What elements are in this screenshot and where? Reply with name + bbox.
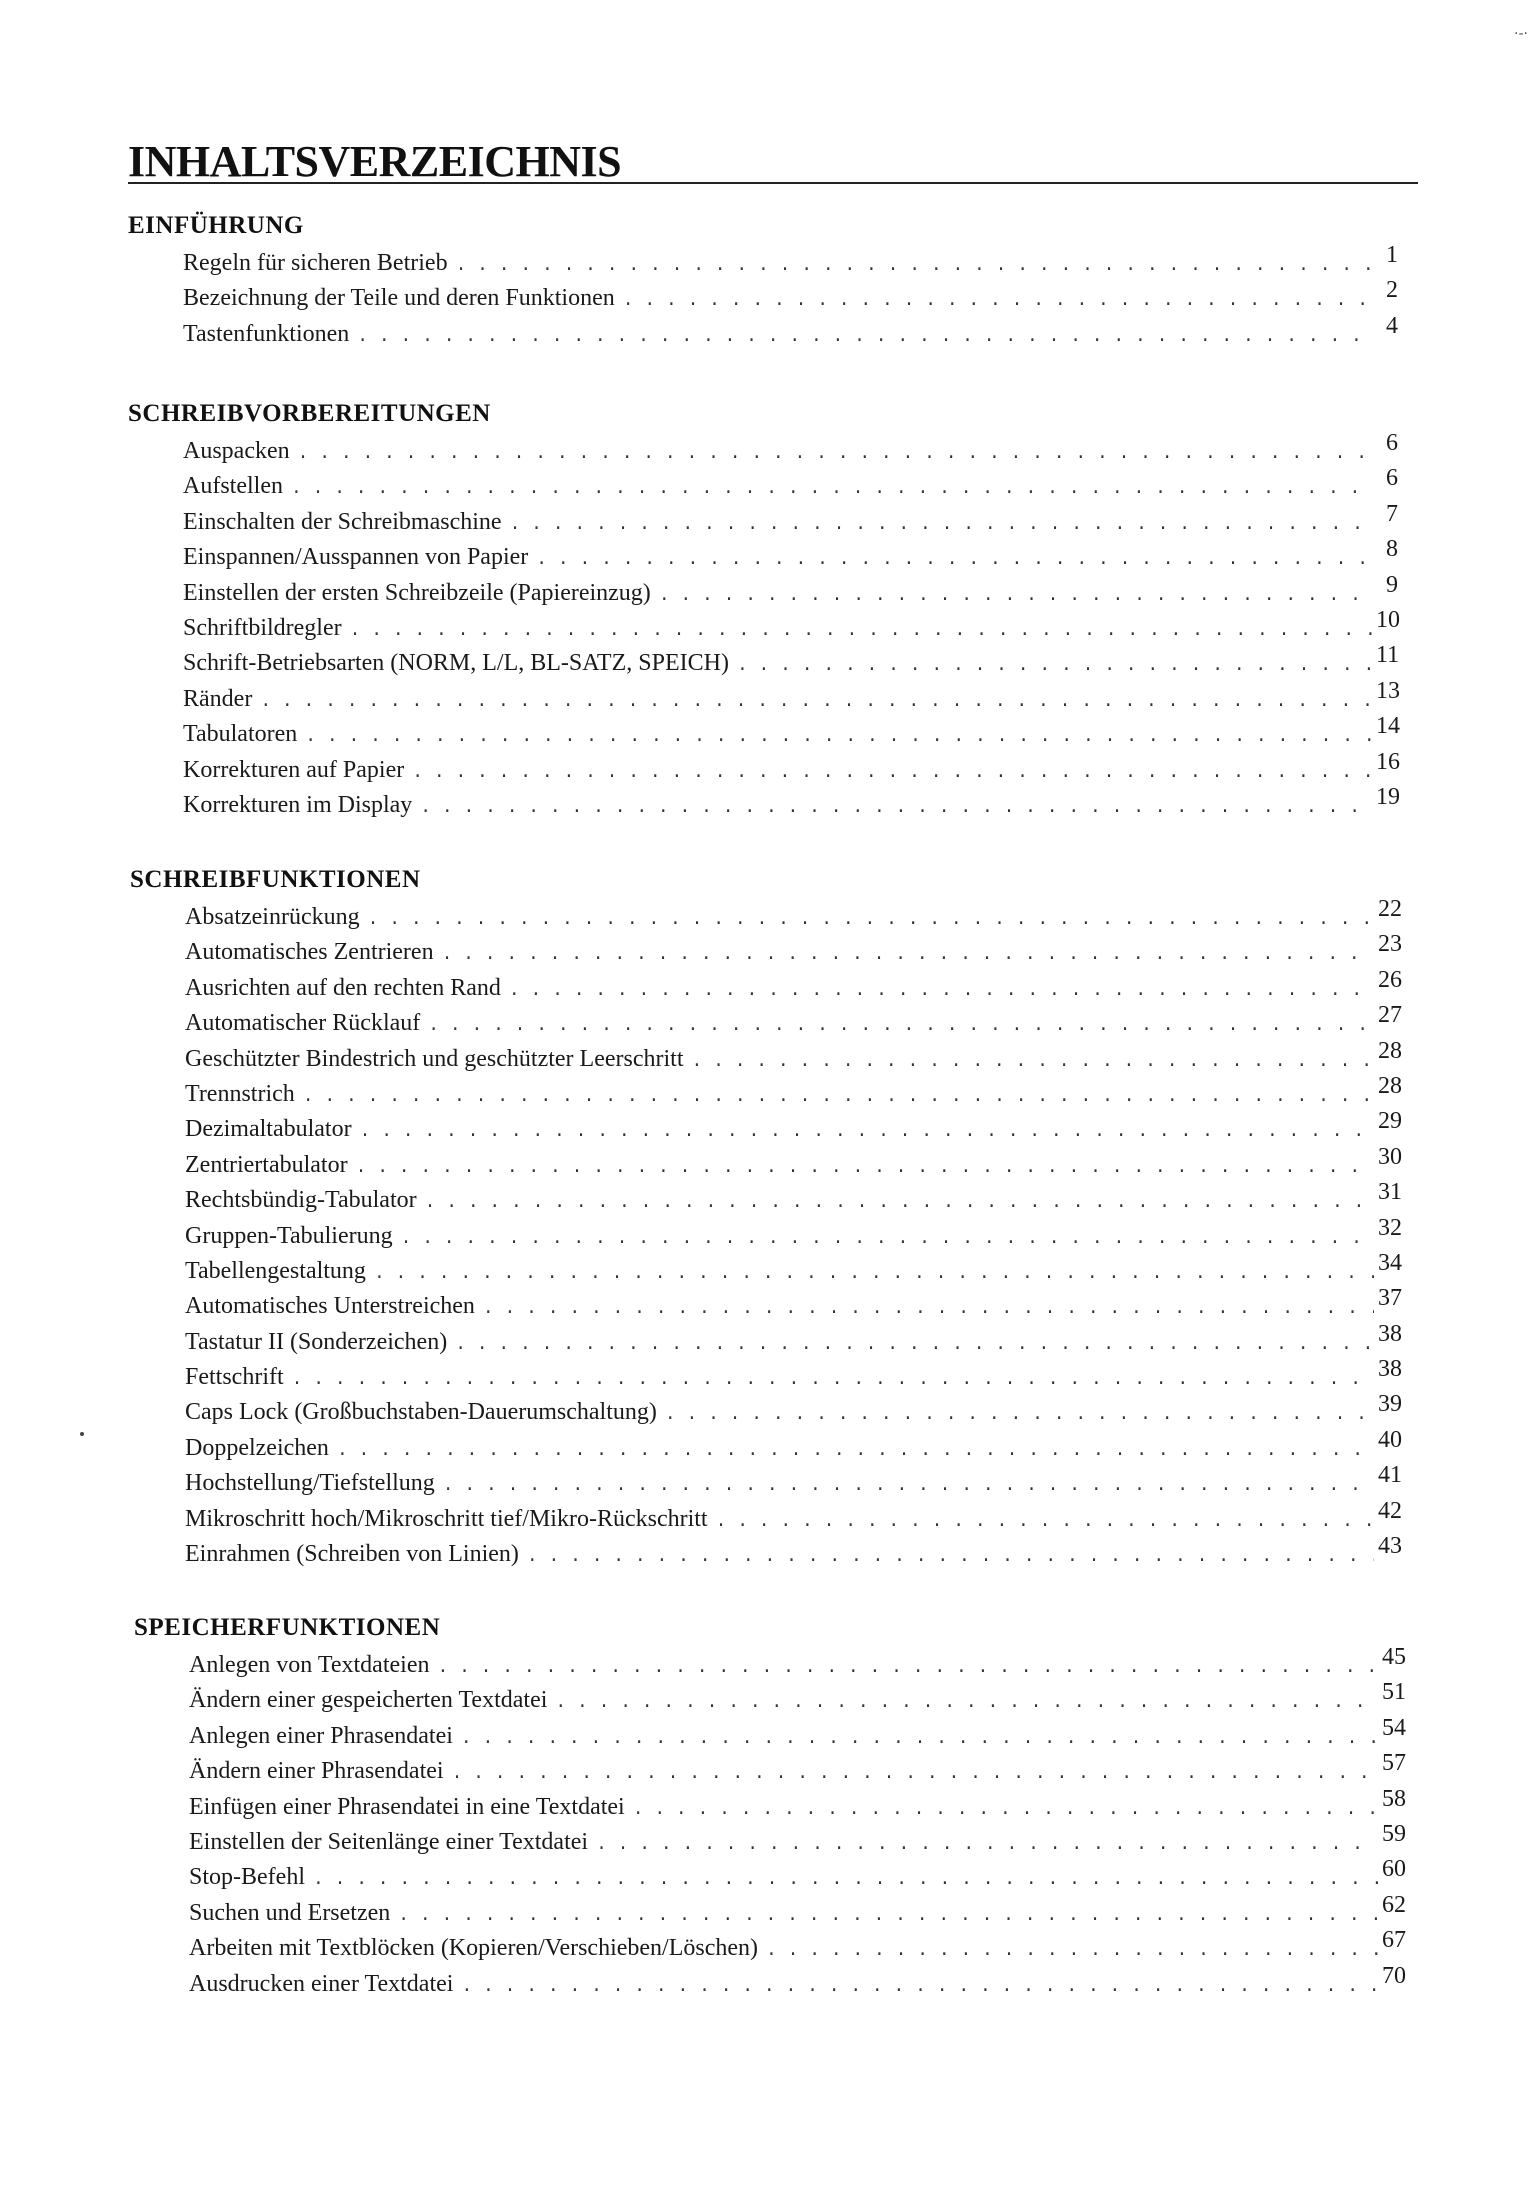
toc-entry[interactable] bbox=[189, 1714, 1406, 1758]
toc-entry[interactable] bbox=[183, 500, 1398, 544]
toc-entry[interactable] bbox=[185, 1002, 1402, 1045]
entry-page-number: 37 bbox=[1378, 1285, 1402, 1312]
entry-label: Hochstellung/Tiefstellung bbox=[185, 1470, 435, 1497]
toc-entry[interactable] bbox=[189, 1785, 1406, 1829]
toc-entry[interactable] bbox=[183, 783, 1400, 827]
toc-entry[interactable] bbox=[183, 571, 1398, 615]
entry-page-number: 8 bbox=[1386, 536, 1398, 563]
toc-entry[interactable] bbox=[183, 677, 1400, 721]
entry-label: Rechtsbündig-Tabulator bbox=[185, 1187, 417, 1214]
toc-entry[interactable] bbox=[183, 536, 1398, 579]
entry-page-number: 32 bbox=[1378, 1214, 1402, 1241]
entry-page-number: 30 bbox=[1378, 1143, 1402, 1170]
entry-page-number: 19 bbox=[1376, 783, 1400, 810]
dot-leader bbox=[596, 1835, 1378, 1855]
entry-page-number: 41 bbox=[1378, 1462, 1402, 1489]
dot-leader bbox=[420, 798, 1372, 818]
dot-leader bbox=[443, 1476, 1374, 1496]
entry-page-number: 34 bbox=[1378, 1249, 1402, 1276]
dot-leader bbox=[356, 1158, 1374, 1178]
entry-label: Arbeiten mit Textblöcken (Kopieren/Verschieben/Löschen) bbox=[189, 1935, 759, 1962]
entry-page-number: 10 bbox=[1376, 606, 1400, 633]
dot-leader bbox=[401, 1229, 1374, 1249]
toc-entry[interactable] bbox=[189, 1644, 1406, 1687]
toc-entry[interactable] bbox=[189, 1927, 1406, 1970]
dot-leader bbox=[527, 1547, 1374, 1567]
toc-entry[interactable] bbox=[185, 896, 1402, 939]
toc-entry[interactable] bbox=[183, 312, 1398, 356]
entry-page-number: 1 bbox=[1386, 242, 1398, 268]
toc-entry[interactable] bbox=[189, 1962, 1406, 2006]
toc-entry[interactable] bbox=[185, 1249, 1402, 1293]
dot-leader bbox=[374, 1264, 1374, 1284]
toc-entry[interactable] bbox=[189, 1891, 1406, 1935]
toc-entry[interactable] bbox=[189, 1679, 1406, 1722]
toc-entry[interactable] bbox=[185, 1037, 1402, 1081]
dot-leader bbox=[659, 586, 1372, 606]
entry-label: Gruppen-Tabulierung bbox=[185, 1222, 393, 1249]
entry-label: Suchen und Ersetzen bbox=[189, 1899, 391, 1926]
entry-page-number: 6 bbox=[1386, 465, 1398, 492]
entry-label: Anlegen von Textdateien bbox=[189, 1652, 430, 1678]
toc-entry[interactable] bbox=[183, 277, 1398, 320]
entry-label: Mikroschritt hoch/Mikroschritt tief/Mikro-Rückschritt bbox=[185, 1505, 708, 1532]
toc-entry[interactable] bbox=[183, 430, 1398, 473]
toc-entry[interactable] bbox=[185, 1391, 1402, 1434]
dot-leader bbox=[337, 1441, 1374, 1461]
entry-list bbox=[130, 896, 1410, 1576]
entry-label: Absatzeinrückung bbox=[185, 904, 360, 930]
entry-label: Fettschrift bbox=[185, 1364, 284, 1391]
entry-label: Bezeichnung der Teile und deren Funktionen bbox=[183, 285, 615, 312]
entry-label: Tabellengestaltung bbox=[185, 1257, 366, 1284]
entry-label: Aufstellen bbox=[183, 473, 283, 500]
toc-entry[interactable] bbox=[183, 748, 1400, 792]
section-einfuehrung bbox=[128, 212, 1408, 356]
entry-page-number: 70 bbox=[1382, 1962, 1406, 1989]
entry-label: Korrekturen im Display bbox=[183, 791, 413, 818]
dot-leader bbox=[555, 1693, 1378, 1713]
entry-label: Ändern einer gespeicherten Textdatei bbox=[189, 1687, 548, 1714]
entry-label: Einrahmen (Schreiben von Linien) bbox=[185, 1541, 519, 1568]
dot-leader bbox=[305, 727, 1372, 747]
entry-label: Regeln für sicheren Betrieb bbox=[183, 250, 448, 276]
entry-label: Trennstrich bbox=[185, 1080, 295, 1107]
entry-label: Automatisches Unterstreichen bbox=[185, 1293, 475, 1320]
entry-page-number: 23 bbox=[1378, 931, 1402, 958]
entry-page-number: 29 bbox=[1378, 1108, 1402, 1135]
dot-leader bbox=[461, 1729, 1378, 1749]
section-speicherfunktionen bbox=[134, 1614, 1414, 2006]
dot-leader bbox=[437, 1658, 1378, 1678]
entry-label: Ändern einer Phrasendatei bbox=[189, 1758, 444, 1785]
dot-leader bbox=[455, 1335, 1374, 1355]
entry-label: Einfügen einer Phrasendatei in eine Textdatei bbox=[189, 1793, 625, 1820]
toc-entry[interactable] bbox=[185, 1426, 1402, 1470]
dot-leader bbox=[291, 479, 1372, 499]
toc-entry[interactable] bbox=[185, 1497, 1402, 1541]
entry-page-number: 54 bbox=[1382, 1714, 1406, 1741]
section-heading: SCHREIBFUNKTIONEN bbox=[130, 866, 421, 893]
entry-label: Ränder bbox=[183, 685, 253, 712]
dot-leader bbox=[360, 1122, 1374, 1142]
toc-entry[interactable] bbox=[183, 713, 1400, 756]
dot-leader bbox=[509, 981, 1374, 1001]
entry-page-number: 7 bbox=[1386, 500, 1398, 527]
entry-page-number: 40 bbox=[1378, 1426, 1402, 1453]
section-schreibfunktionen bbox=[130, 866, 1410, 1576]
entry-page-number: 28 bbox=[1378, 1037, 1402, 1064]
entry-label: Geschützter Bindestrich und geschützter Leerschritt bbox=[185, 1045, 684, 1072]
toc-entry[interactable] bbox=[185, 1179, 1402, 1222]
toc-entry[interactable] bbox=[183, 606, 1400, 650]
toc-entry[interactable] bbox=[185, 1533, 1402, 1576]
toc-entry[interactable] bbox=[185, 966, 1402, 1010]
corner-mark: ·-· bbox=[1514, 26, 1528, 42]
entry-label: Caps Lock (Großbuchstaben-Dauerumschaltung) bbox=[185, 1399, 657, 1426]
entry-page-number: 38 bbox=[1378, 1356, 1402, 1383]
entry-page-number: 51 bbox=[1382, 1679, 1406, 1706]
entry-label: Ausrichten auf den rechten Rand bbox=[185, 974, 501, 1001]
entry-page-number: 67 bbox=[1382, 1927, 1406, 1954]
entry-page-number: 22 bbox=[1378, 896, 1402, 922]
entry-label: Ausdrucken einer Textdatei bbox=[189, 1970, 454, 1997]
toc-entry[interactable] bbox=[183, 242, 1398, 285]
dot-leader bbox=[260, 692, 1372, 712]
dot-leader bbox=[536, 550, 1372, 570]
toc-entry[interactable] bbox=[185, 1214, 1402, 1258]
entry-label: Tastenfunktionen bbox=[183, 320, 350, 347]
dot-leader bbox=[633, 1800, 1378, 1820]
entry-page-number: 11 bbox=[1376, 642, 1400, 669]
dot-leader bbox=[350, 621, 1372, 641]
entry-page-number: 9 bbox=[1386, 571, 1398, 598]
title-rule bbox=[128, 130, 1418, 184]
dot-leader bbox=[292, 1370, 1374, 1390]
dot-leader bbox=[412, 763, 1372, 783]
dot-leader bbox=[483, 1299, 1374, 1319]
entry-label: Automatisches Zentrieren bbox=[185, 939, 434, 966]
entry-label: Einspannen/Ausspannen von Papier bbox=[183, 544, 529, 571]
dot-leader bbox=[298, 444, 1372, 464]
entry-label: Dezimaltabulator bbox=[185, 1116, 352, 1143]
toc-entry[interactable] bbox=[185, 1143, 1402, 1187]
dot-leader bbox=[368, 910, 1374, 930]
entry-page-number: 43 bbox=[1378, 1533, 1402, 1560]
dot-leader bbox=[766, 1941, 1378, 1961]
entry-page-number: 4 bbox=[1386, 312, 1398, 339]
entry-page-number: 62 bbox=[1382, 1891, 1406, 1918]
section-heading: SCHREIBVORBEREITUNGEN bbox=[128, 400, 491, 427]
entry-page-number: 45 bbox=[1382, 1644, 1406, 1670]
entry-label: Tastatur II (Sonderzeichen) bbox=[185, 1328, 448, 1355]
entry-page-number: 14 bbox=[1376, 713, 1400, 740]
toc-entry[interactable] bbox=[185, 1108, 1402, 1151]
entry-label: Einstellen der ersten Schreibzeile (Papiereinzug) bbox=[183, 579, 651, 606]
entry-label: Tabulatoren bbox=[183, 721, 298, 748]
dot-leader bbox=[303, 1087, 1374, 1107]
toc-entry[interactable] bbox=[185, 1462, 1402, 1505]
toc-entry[interactable] bbox=[185, 1320, 1402, 1364]
dot-leader bbox=[428, 1016, 1374, 1036]
toc-entry[interactable] bbox=[185, 931, 1402, 974]
entry-page-number: 59 bbox=[1382, 1820, 1406, 1847]
entry-page-number: 16 bbox=[1376, 748, 1400, 775]
dot-leader bbox=[716, 1512, 1374, 1532]
section-schreibvorbereitungen bbox=[128, 400, 1408, 827]
stray-mark bbox=[80, 1432, 84, 1436]
dot-leader bbox=[665, 1405, 1374, 1425]
entry-label: Schriftbildregler bbox=[183, 614, 342, 641]
dot-leader bbox=[461, 1977, 1378, 1997]
dot-leader bbox=[357, 327, 1372, 347]
section-heading: EINFÜHRUNG bbox=[128, 212, 304, 239]
dot-leader bbox=[442, 945, 1374, 965]
entry-page-number: 60 bbox=[1382, 1856, 1406, 1883]
entry-page-number: 27 bbox=[1378, 1002, 1402, 1029]
dot-leader bbox=[623, 291, 1372, 311]
dot-leader bbox=[313, 1870, 1378, 1890]
dot-leader bbox=[737, 656, 1372, 676]
entry-page-number: 6 bbox=[1386, 430, 1398, 456]
entry-page-number: 28 bbox=[1378, 1072, 1402, 1099]
toc-entry[interactable] bbox=[185, 1072, 1402, 1116]
entry-label: Anlegen einer Phrasendatei bbox=[189, 1722, 453, 1749]
dot-leader bbox=[456, 256, 1372, 276]
dot-leader bbox=[398, 1906, 1378, 1926]
entry-label: Auspacken bbox=[183, 438, 290, 464]
entry-label: Einschalten der Schreibmaschine bbox=[183, 508, 502, 535]
entry-list bbox=[134, 1644, 1414, 2006]
toc-entry[interactable] bbox=[189, 1750, 1406, 1793]
entry-page-number: 39 bbox=[1378, 1391, 1402, 1418]
entry-list bbox=[128, 430, 1408, 827]
entry-page-number: 2 bbox=[1386, 277, 1398, 304]
toc-entry[interactable] bbox=[185, 1356, 1402, 1399]
dot-leader bbox=[425, 1193, 1374, 1213]
entry-label: Doppelzeichen bbox=[185, 1434, 329, 1461]
entry-page-number: 31 bbox=[1378, 1179, 1402, 1206]
entry-label: Automatischer Rücklauf bbox=[185, 1010, 421, 1037]
section-heading: SPEICHERFUNKTIONEN bbox=[134, 1614, 441, 1641]
entry-list bbox=[128, 242, 1408, 356]
page-title: INHALTSVERZEICHNIS bbox=[128, 137, 622, 186]
entry-page-number: 38 bbox=[1378, 1320, 1402, 1347]
dot-leader bbox=[691, 1052, 1374, 1072]
toc-entry[interactable] bbox=[189, 1820, 1406, 1864]
entry-label: Zentriertabulator bbox=[185, 1151, 348, 1178]
entry-label: Stop-Befehl bbox=[189, 1864, 305, 1891]
dot-leader bbox=[510, 515, 1372, 535]
dot-leader bbox=[452, 1764, 1378, 1784]
toc-entry[interactable] bbox=[183, 642, 1400, 685]
toc-entry[interactable] bbox=[185, 1285, 1402, 1328]
toc-entry[interactable] bbox=[183, 465, 1398, 508]
entry-page-number: 13 bbox=[1376, 677, 1400, 704]
entry-label: Einstellen der Seitenlänge einer Textdatei bbox=[189, 1828, 589, 1855]
entry-label: Schrift-Betriebsarten (NORM, L/L, BL-SATZ, SPEICH) bbox=[183, 650, 729, 677]
entry-page-number: 57 bbox=[1382, 1750, 1406, 1777]
entry-page-number: 26 bbox=[1378, 966, 1402, 993]
entry-page-number: 58 bbox=[1382, 1785, 1406, 1812]
entry-page-number: 42 bbox=[1378, 1497, 1402, 1524]
toc-entry[interactable] bbox=[189, 1856, 1406, 1899]
entry-label: Korrekturen auf Papier bbox=[183, 756, 405, 783]
